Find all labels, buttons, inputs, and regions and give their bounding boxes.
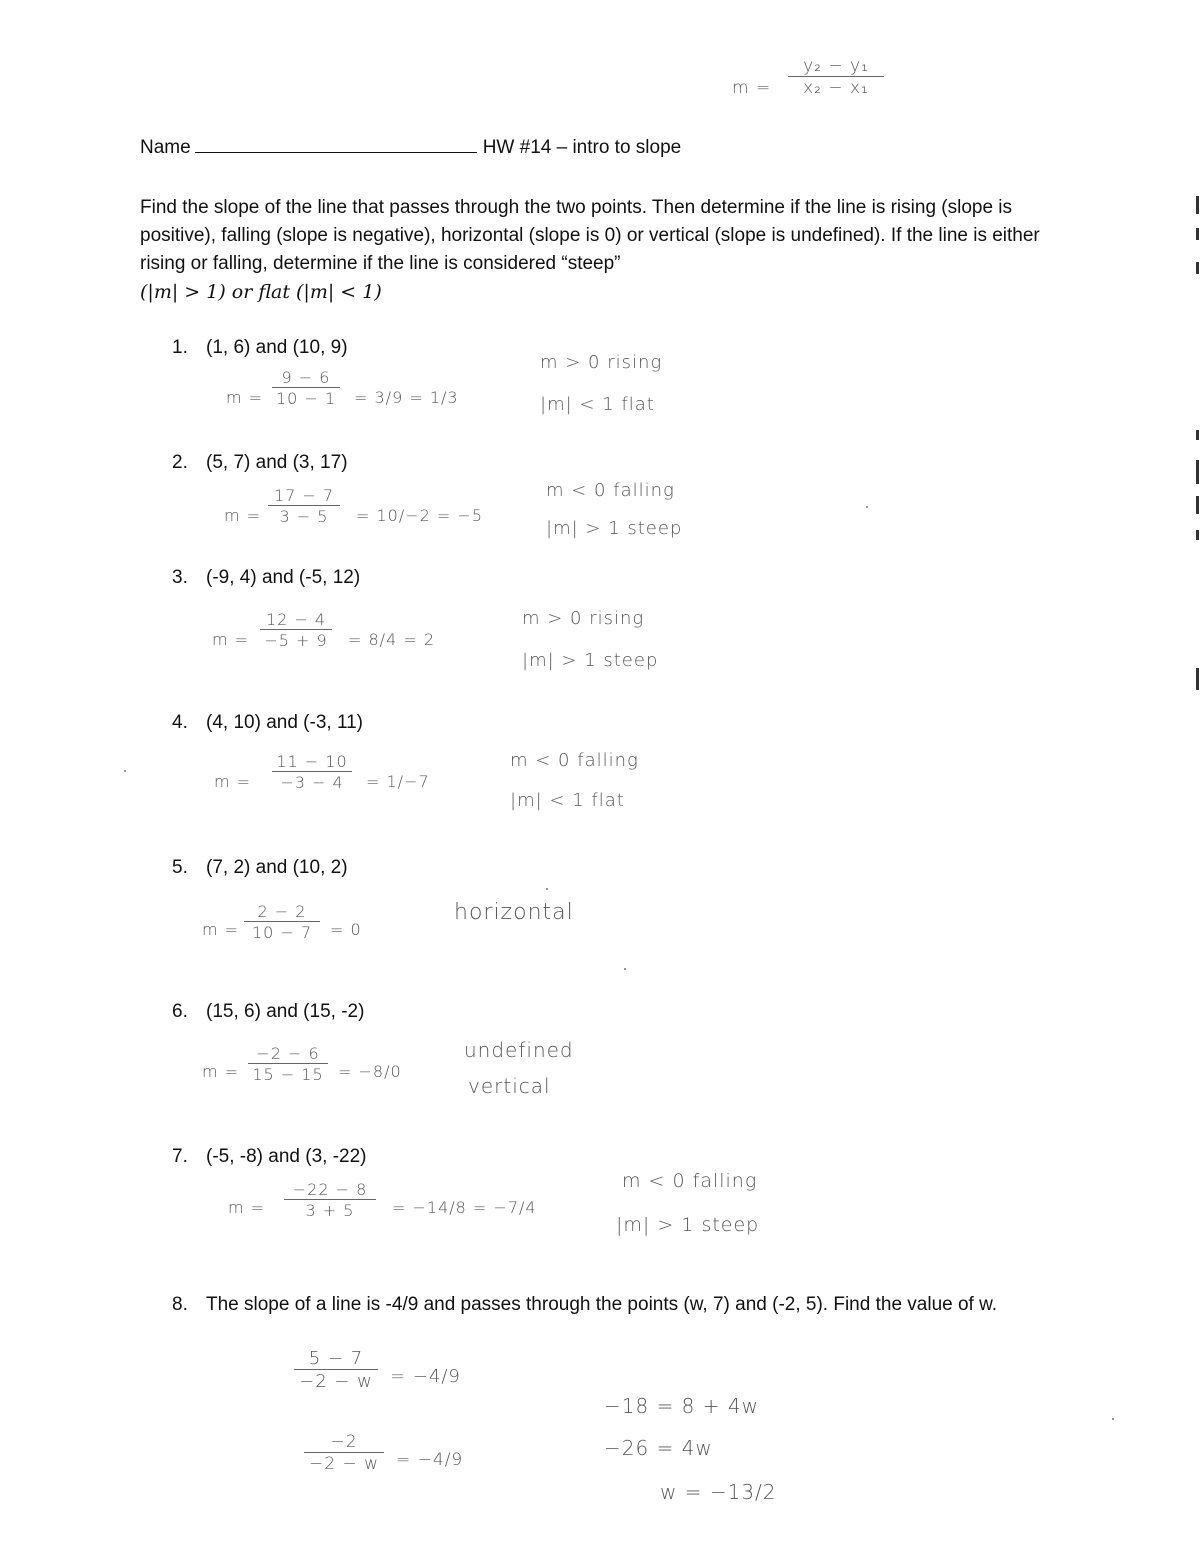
work-rhs: = −4/9 [390,1366,461,1387]
work-denominator: 3 − 5 [279,507,329,526]
problem-8-step-2: −26 = 4w [604,1436,713,1460]
work-steps: = 3/9 = 1/3 [354,388,459,407]
scan-artifact [1196,262,1199,274]
work-denominator: 10 − 1 [275,389,337,408]
work-fraction [294,1348,378,1392]
problem-number: 6. [172,1001,188,1022]
problem-3 [172,567,360,589]
work-fraction [244,902,320,942]
scan-artifact [1196,460,1199,484]
scan-speck [1112,1418,1114,1420]
scan-speck [546,888,548,890]
scan-artifact [1196,430,1199,440]
work-lhs: m = [212,630,250,649]
problem-prompt: The slope of a line is -4/9 and passes through the points (w, 7) and (-2, 5). Find the value of w. [206,1294,998,1315]
work-steps: = 8/4 = 2 [348,630,435,649]
assignment-title: HW #14 – intro to slope [482,137,682,158]
formula-denominator: x₂ − x₁ [803,78,869,98]
work-numerator: −2 [304,1432,384,1453]
problem-number: 3. [172,567,188,588]
problem-6-answer-2: vertical [468,1074,551,1098]
scan-artifact [1196,530,1199,540]
problem-8-step-1: −18 = 8 + 4w [604,1394,759,1418]
work-lhs: m = [228,1198,266,1217]
work-fraction [304,1432,384,1474]
problem-2-answer-1: m < 0 falling [546,480,675,501]
scan-speck [124,770,126,772]
work-numerator: 17 − 7 [268,486,340,506]
problem-1-answer-2: |m| < 1 flat [540,394,655,415]
work-steps: = 10/−2 = −5 [356,506,483,525]
instructions [140,194,1050,307]
problem-prompt: (15, 6) and (15, -2) [206,1001,365,1022]
problem-number: 5. [172,857,188,878]
work-denominator: −5 + 9 [264,631,328,650]
work-lhs: m = [202,1062,240,1081]
problem-7-answer-1: m < 0 falling [622,1170,758,1192]
problem-prompt: (7, 2) and (10, 2) [206,857,348,878]
problem-prompt: (5, 7) and (3, 17) [206,452,348,473]
scan-speck [624,968,626,970]
problem-prompt: (4, 10) and (-3, 11) [206,712,364,733]
work-lhs: m = [226,388,264,407]
problem-number: 7. [172,1146,188,1167]
problem-8-step-3: w = −13/2 [660,1480,777,1504]
work-fraction [268,486,340,526]
scan-speck [866,506,868,508]
work-denominator: −2 − w [308,1454,379,1474]
instructions-text: Find the slope of the line that passes through the two points. Then determine if the line is rising (slope is positive), falling (slope is negative), horizontal (slope is 0) or vertical (slope is undefined). If the line is either rising or falling, determine if the line is considered “steep” [140,197,1040,274]
steep-flat-criteria: (|m| > 1) or flat (|m| < 1) [140,281,382,303]
work-rhs: = −4/9 [396,1450,464,1470]
problem-4-answer-1: m < 0 falling [510,750,639,771]
work-lhs: m = [224,506,262,525]
scan-artifact [1196,668,1199,690]
problem-prompt: (-5, -8) and (3, -22) [206,1146,367,1167]
problem-4-answer-2: |m| < 1 flat [510,790,625,811]
work-lhs: m = [202,920,240,939]
work-denominator: −3 − 4 [280,773,344,792]
work-fraction [284,1180,376,1220]
work-numerator: 5 − 7 [294,1348,378,1370]
name-blank[interactable] [195,136,477,153]
problem-1 [172,337,348,359]
problem-4 [172,712,363,734]
work-steps: = 0 [330,920,362,939]
problem-number: 1. [172,337,188,358]
work-numerator: 2 − 2 [244,902,320,922]
work-lhs: m = [214,772,252,791]
name-row [140,136,681,159]
problem-number: 8. [172,1294,188,1315]
work-denominator: 15 − 15 [252,1065,324,1084]
problem-1-answer-1: m > 0 rising [540,352,663,373]
work-fraction [248,1044,328,1084]
problem-2 [172,452,348,474]
work-denominator: −2 − w [299,1371,373,1392]
problem-5-answer-1: horizontal [454,900,574,925]
problem-5 [172,857,348,879]
name-label: Name [140,137,191,158]
problem-8 [172,1291,1042,1319]
scan-artifact [1196,228,1199,240]
problem-number: 4. [172,712,188,733]
problem-7 [172,1146,367,1168]
work-denominator: 10 − 7 [251,923,313,942]
work-fraction [272,752,352,792]
work-numerator: −2 − 6 [248,1044,328,1064]
work-numerator: 11 − 10 [272,752,352,772]
work-steps: = −8/0 [338,1062,402,1081]
work-steps: = 1/−7 [366,772,430,791]
problem-prompt: (-9, 4) and (-5, 12) [206,567,361,588]
formula-numerator: y₂ − y₁ [788,56,884,77]
problem-3-answer-1: m > 0 rising [522,608,645,629]
problem-prompt: (1, 6) and (10, 9) [206,337,348,358]
scan-artifact [1196,496,1199,514]
problem-number: 2. [172,452,188,473]
work-steps: = −14/8 = −7/4 [392,1198,537,1217]
work-numerator: −22 − 8 [284,1180,376,1200]
work-fraction [272,368,340,408]
problem-2-answer-2: |m| > 1 steep [546,518,683,539]
problem-6 [172,1001,364,1023]
problem-6-answer-1: undefined [464,1038,574,1062]
work-denominator: 3 + 5 [305,1201,355,1220]
work-numerator: 12 − 4 [260,610,332,630]
formula-fraction [788,56,884,98]
problem-3-answer-2: |m| > 1 steep [522,650,659,671]
formula-lhs: m = [732,78,772,98]
scan-artifact [1196,196,1199,214]
work-numerator: 9 − 6 [272,368,340,388]
problem-7-answer-2: |m| > 1 steep [616,1214,760,1236]
work-fraction [260,610,332,650]
